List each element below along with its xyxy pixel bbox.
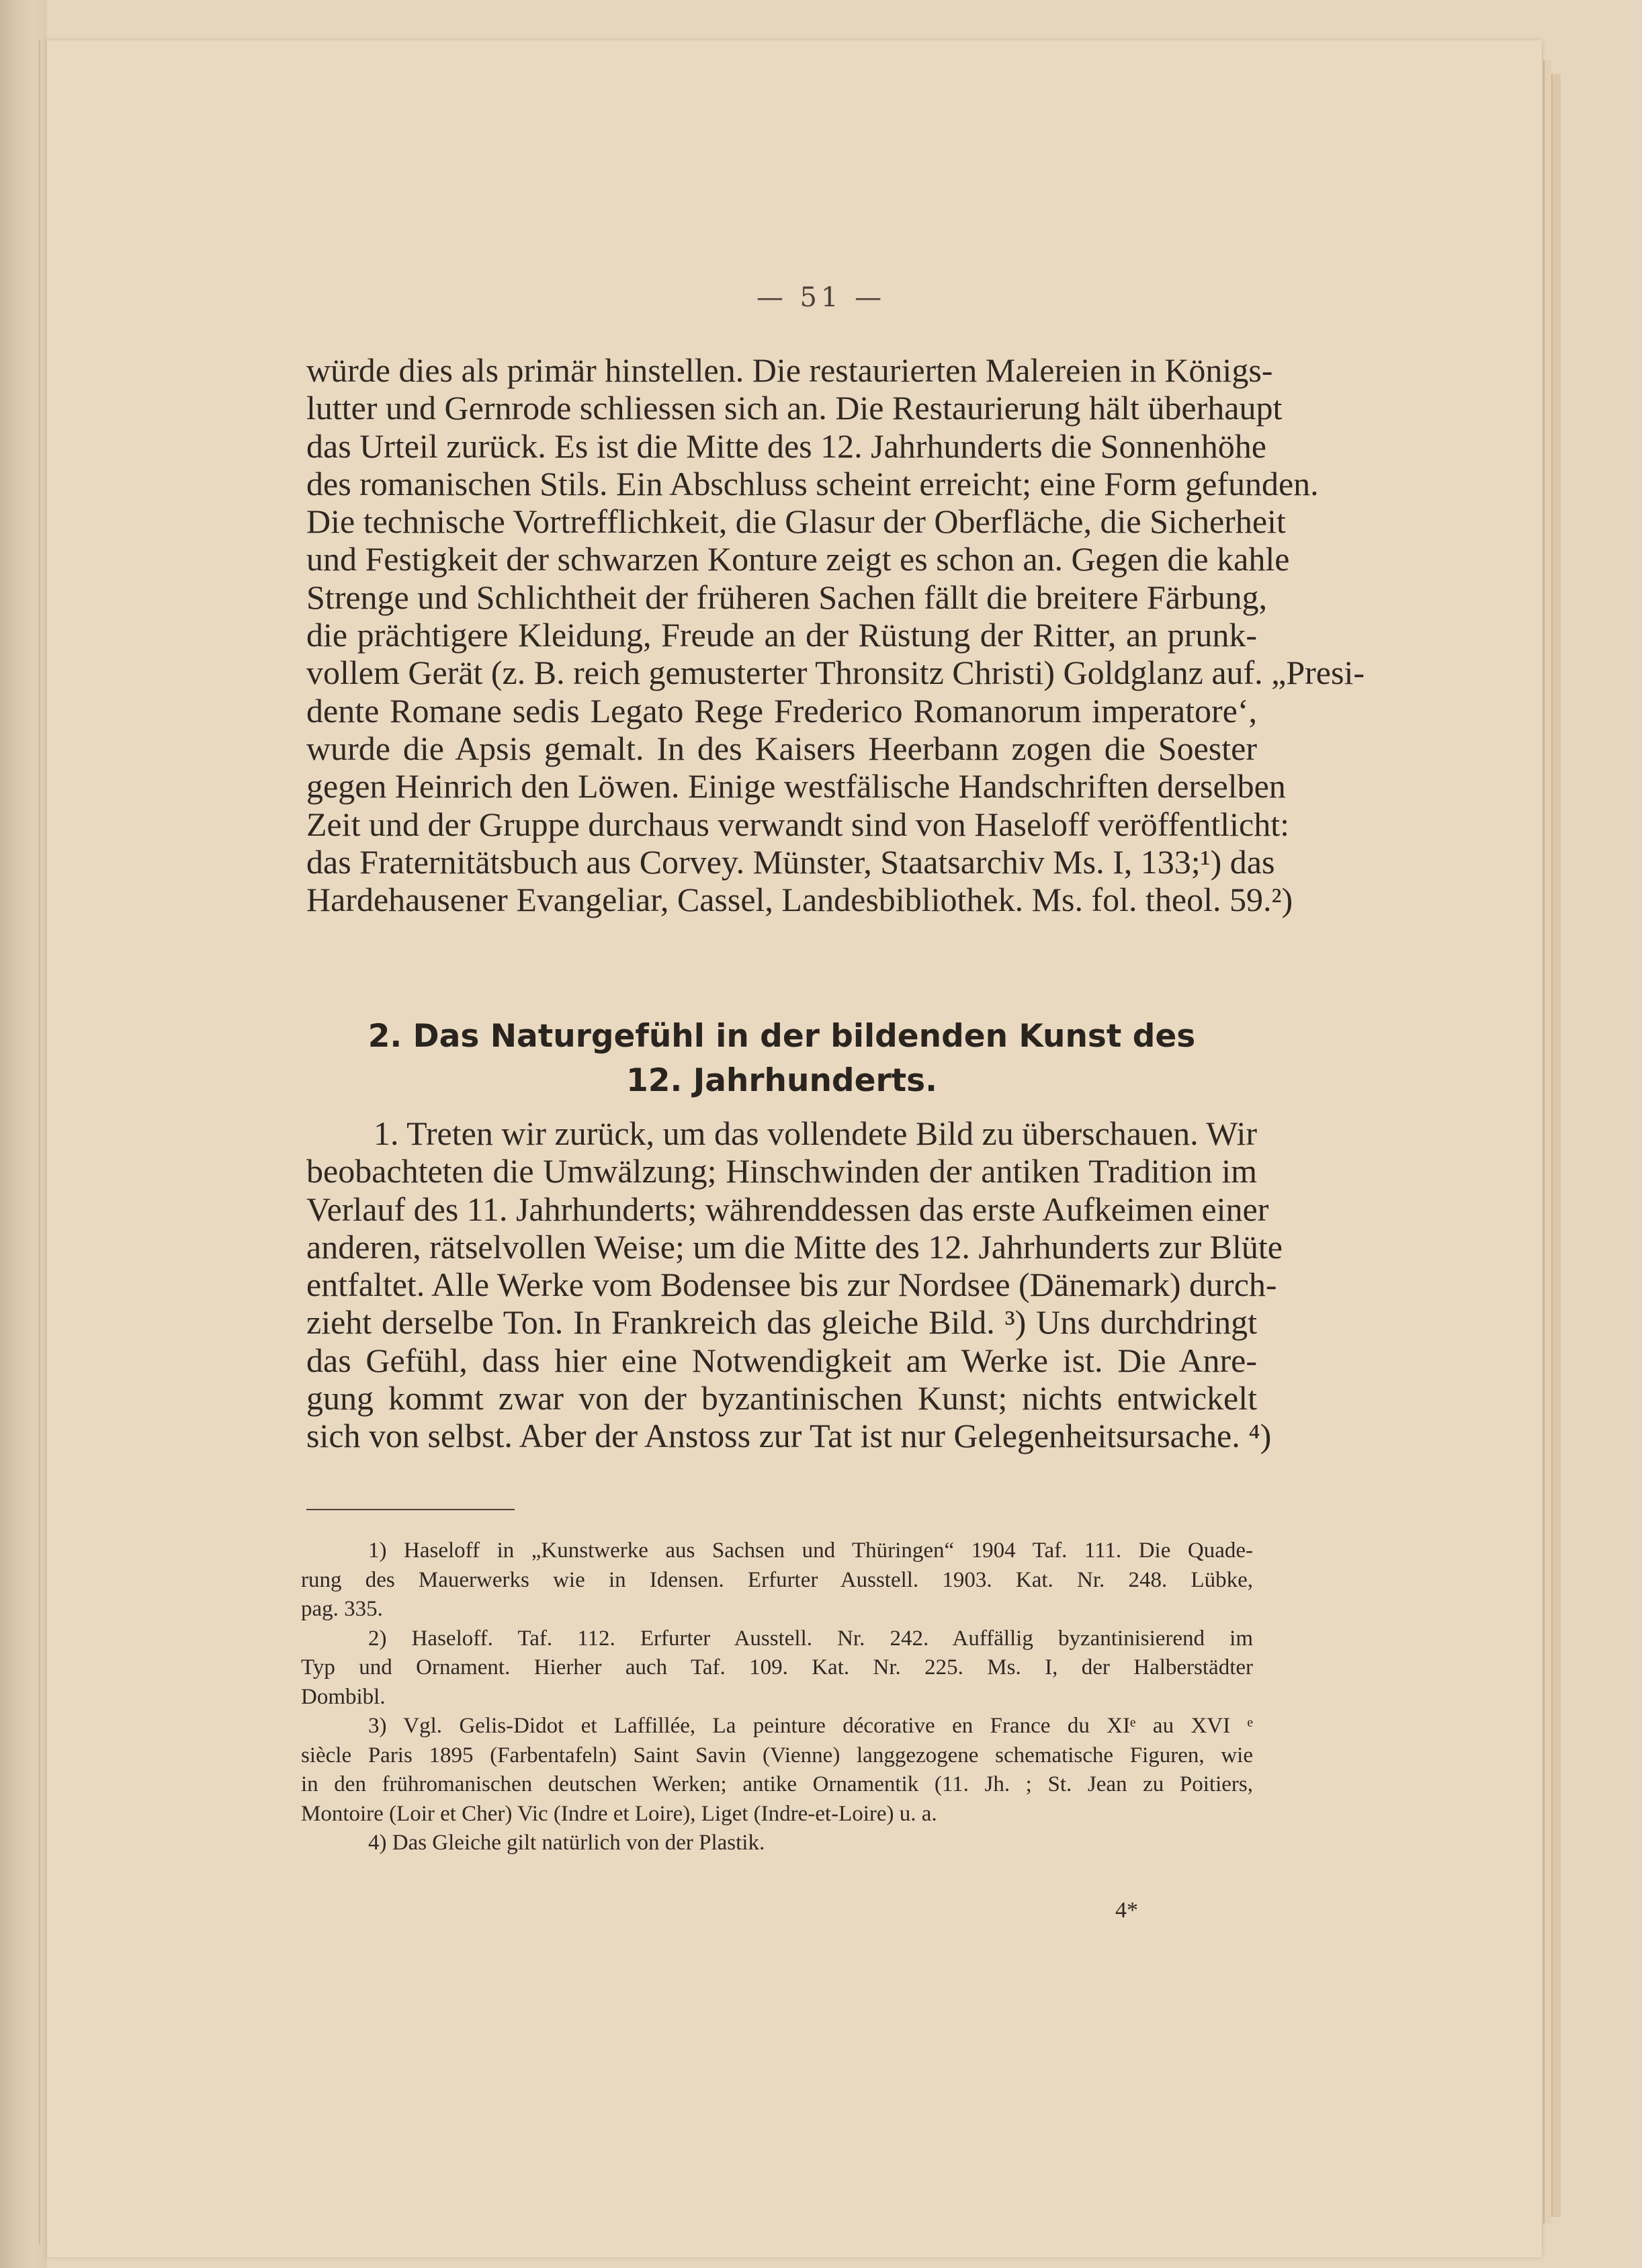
text-line: anderen, rätselvollen Weise; um die Mitte des 12. Jahrhunderts zur Blüte	[306, 1227, 1283, 1266]
text-line: Zeit und der Gruppe durchaus verwandt sind von Haseloff veröffentlicht:	[306, 805, 1290, 843]
footnote-line: 2) Haseloff. Taf. 112. Erfurter Ausstell. Nr. 242. Auffällig byzantinisierend im	[368, 1626, 1253, 1651]
text-line: die prächtigere Kleidung, Freude an der Rüstung der Ritter, an prunk-	[306, 616, 1257, 654]
page-edge	[1551, 74, 1561, 2217]
text-line: würde dies als primär hinstellen. Die restaurierten Malereien in Königs-	[306, 351, 1273, 389]
text-line: das Fraternitätsbuch aus Corvey. Münster, Staatsarchiv Ms. I, 133;¹) das	[306, 842, 1275, 881]
footnote-line: 4) Das Gleiche gilt natürlich von der Plastik.	[368, 1831, 765, 1855]
binding-crease	[39, 40, 40, 2244]
text-line: und Festigkeit der schwarzen Konture zeigt es schon an. Gegen die kahle	[306, 540, 1290, 578]
text-line: beobachteten die Umwälzung; Hinschwinden der antiken Tradition im	[306, 1152, 1257, 1190]
footnote-line: Montoire (Loir et Cher) Vic (Indre et Loire), Liget (Indre-et-Loire) u. a.	[301, 1801, 937, 1826]
footnote-line: 3) Vgl. Gelis-Didot et Laffillée, La peinture décorative en France du XIᵉ au XVI ᵉ	[368, 1714, 1253, 1738]
text-line: Verlauf des 11. Jahrhunderts; währenddessen das erste Aufkeimen einer	[306, 1190, 1269, 1228]
heading-line: 2. Das Naturgefühl in der bildenden Kunst des	[368, 1018, 1196, 1055]
text-line: wurde die Apsis gemalt. In des Kaisers Heerbann zogen die Soester	[306, 729, 1257, 767]
page-edge	[1543, 60, 1551, 2224]
page-number: — 51 —	[756, 282, 886, 313]
text-line: vollem Gerät (z. B. reich gemusterter Thronsitz Christi) Goldglanz auf. „Presi-	[306, 654, 1365, 692]
text-line: Die technische Vortrefflichkeit, die Glasur der Oberfläche, die Sicherheit	[306, 503, 1286, 541]
footnotes	[301, 1536, 1253, 1858]
text-line: das Gefühl, dass hier eine Notwendigkeit am Werke ist. Die Anre-	[306, 1341, 1257, 1379]
section-heading	[306, 1014, 1257, 1103]
text-line: lutter und Gernrode schliessen sich an. Die Restaurierung hält überhaupt	[306, 389, 1283, 427]
text-line: Hardehausener Evangeliar, Cassel, Landesbibliothek. Ms. fol. theol. 59.²)	[306, 881, 1293, 919]
footnote-line: Dombibl.	[301, 1684, 386, 1709]
footnote-line: in den frühromanischen deutschen Werken; antike Ornamentik (11. Jh. ; St. Jean zu Poitiers,	[301, 1772, 1253, 1796]
text-line: sich von selbst. Aber der Anstoss zur Tat ist nur Gelegenheitsursache. ⁴)	[306, 1417, 1272, 1455]
footnote-line: 1) Haseloff in „Kunstwerke aus Sachsen und Thüringen“ 1904 Taf. 111. Die Quade-	[368, 1538, 1253, 1563]
text-line: das Urteil zurück. Es ist die Mitte des 12. Jahrhunderts die Sonnenhöhe	[306, 427, 1266, 465]
footnote-line: siècle Paris 1895 (Farbentafeln) Saint Savin (Vienne) langgezogene schematische Figuren, wie	[301, 1743, 1253, 1768]
text-line: gung kommt zwar von der byzantinischen Kunst; nichts entwickelt	[306, 1379, 1257, 1418]
text-line: zieht derselbe Ton. In Frankreich das gleiche Bild. ³) Uns durchdringt	[306, 1303, 1257, 1342]
text-line: Strenge und Schlichtheit der früheren Sachen fällt die breitere Färbung,	[306, 578, 1268, 616]
text-line: entfaltet. Alle Werke vom Bodensee bis zur Nordsee (Dänemark) durch-	[306, 1266, 1277, 1304]
text-line: dente Romane sedis Legato Rege Frederico Romanorum imperatore‘,	[306, 691, 1257, 730]
footnote-line: Typ und Ornament. Hierher auch Taf. 109. Kat. Nr. 225. Ms. I, der Halberstädter	[301, 1655, 1253, 1680]
heading-line: 12. Jahrhunderts.	[626, 1062, 937, 1099]
paragraph-section-1	[306, 1115, 1283, 1455]
footnote-divider	[306, 1509, 515, 1510]
text-line: des romanischen Stils. Ein Abschluss scheint erreicht; eine Form gefunden.	[306, 464, 1319, 503]
footnote-line: pag. 335.	[301, 1597, 383, 1621]
footnote-line: rung des Mauerwerks wie in Idensen. Erfurter Ausstell. 1903. Kat. Nr. 248. Lübke,	[301, 1567, 1253, 1592]
paragraph-continued	[306, 351, 1365, 919]
text-line: gegen Heinrich den Löwen. Einige westfälische Handschriften derselben	[306, 767, 1286, 805]
sheet-signature: 4*	[1115, 1898, 1138, 1923]
text-line: 1. Treten wir zurück, um das vollendete Bild zu überschauen. Wir	[374, 1115, 1257, 1152]
